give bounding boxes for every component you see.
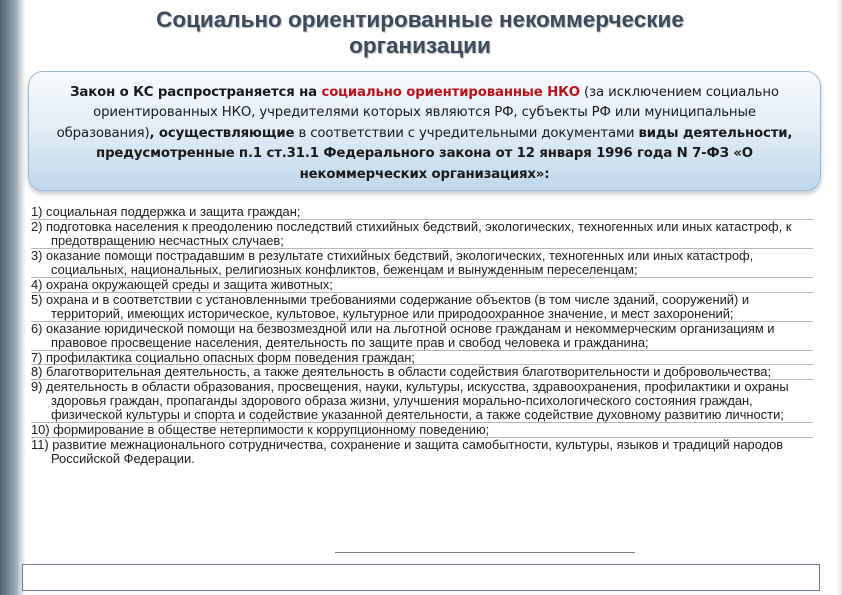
divider — [335, 552, 635, 553]
left-decor-bar — [0, 0, 18, 595]
right-edge-decor — [836, 0, 842, 595]
footer-frame — [22, 564, 820, 591]
law-text-part-3: (за исключением социально ориентированных НКО, учредителями которых являются РФ, субъекты РФ или муниципальные образования) — [56, 85, 779, 141]
list-item: 4) охрана окружающей среды и защита животных; — [31, 278, 813, 293]
list-item: 1) социальная поддержка и защита граждан; — [31, 205, 813, 220]
law-text-part-5: в соответствии с учредительными документами — [294, 125, 639, 141]
list-item: 8) благотворительная деятельность, а также деятельность в области содействия благотворительности и добровольчества; — [31, 365, 813, 380]
law-text-part-1: Закон о КС распространяется на — [70, 85, 322, 100]
left-decor-shadow — [18, 0, 26, 595]
list-item: 11) развитие межнационального сотрудничества, сохранение и защита самобытности, культуры, языков и традиций народов Российской Федерации. — [31, 437, 784, 467]
law-scope-box — [28, 71, 821, 191]
list-item: 7) профилактика социально опасных форм поведения граждан; — [31, 351, 813, 366]
list-item: 10) формирование в обществе нетерпимости к коррупционному поведению; — [31, 423, 813, 438]
law-text-part-6: виды деятельности, предусмотренные п.1 ст.31.1 Федерального закона от 12 января 1996 года N 7-ФЗ «О некоммерческих организациях»: — [96, 125, 793, 182]
list-item: 6) оказание юридической помощи на безвозмездной или на льготной основе гражданам и некоммерческим организациям и правовое просвещение населения, деятельность по защите прав и свобод человека и гражданина; — [31, 322, 813, 351]
list-item: 5) охрана и в соответствии с установленными требованиями содержание объектов (в том числе зданий, сооружений) и территорий, имеющих историческое, культовое, культурное или природоохранное значение, и мест захоронений; — [31, 293, 813, 322]
page-title-line-2: организации — [349, 33, 491, 58]
list-item: 3) оказание помощи пострадавшим в результате стихийных бедствий, экологических, техногенных или иных катастроф, социальных, национальных, религиозных конфликтов, беженцам и вынужденным переселенцам; — [31, 249, 813, 278]
law-text-part-4: , осуществляющие — [149, 125, 295, 141]
page-title-line-1: Социально ориентированные некоммерческие — [156, 7, 684, 32]
list-item: 2) подготовка населения к преодолению последствий стихийных бедствий, экологических, техногенных или иных катастроф, к предотвращению несчастных случаев; — [31, 220, 813, 249]
activities-list — [31, 205, 813, 466]
law-highlight-socially-oriented-nko: социально ориентированные НКО — [321, 85, 580, 100]
page-title — [40, 7, 800, 59]
list-item: 9) деятельность в области образования, просвещения, науки, культуры, искусства, здравоохранения, профилактики и охраны здоровья граждан, пропаганды здорового образа жизни, улучшения морально-психологического состояния граждан, физической культуры и спорта и содействие указанной деятельности, а также содействие духовному развитию личности; — [31, 380, 813, 423]
